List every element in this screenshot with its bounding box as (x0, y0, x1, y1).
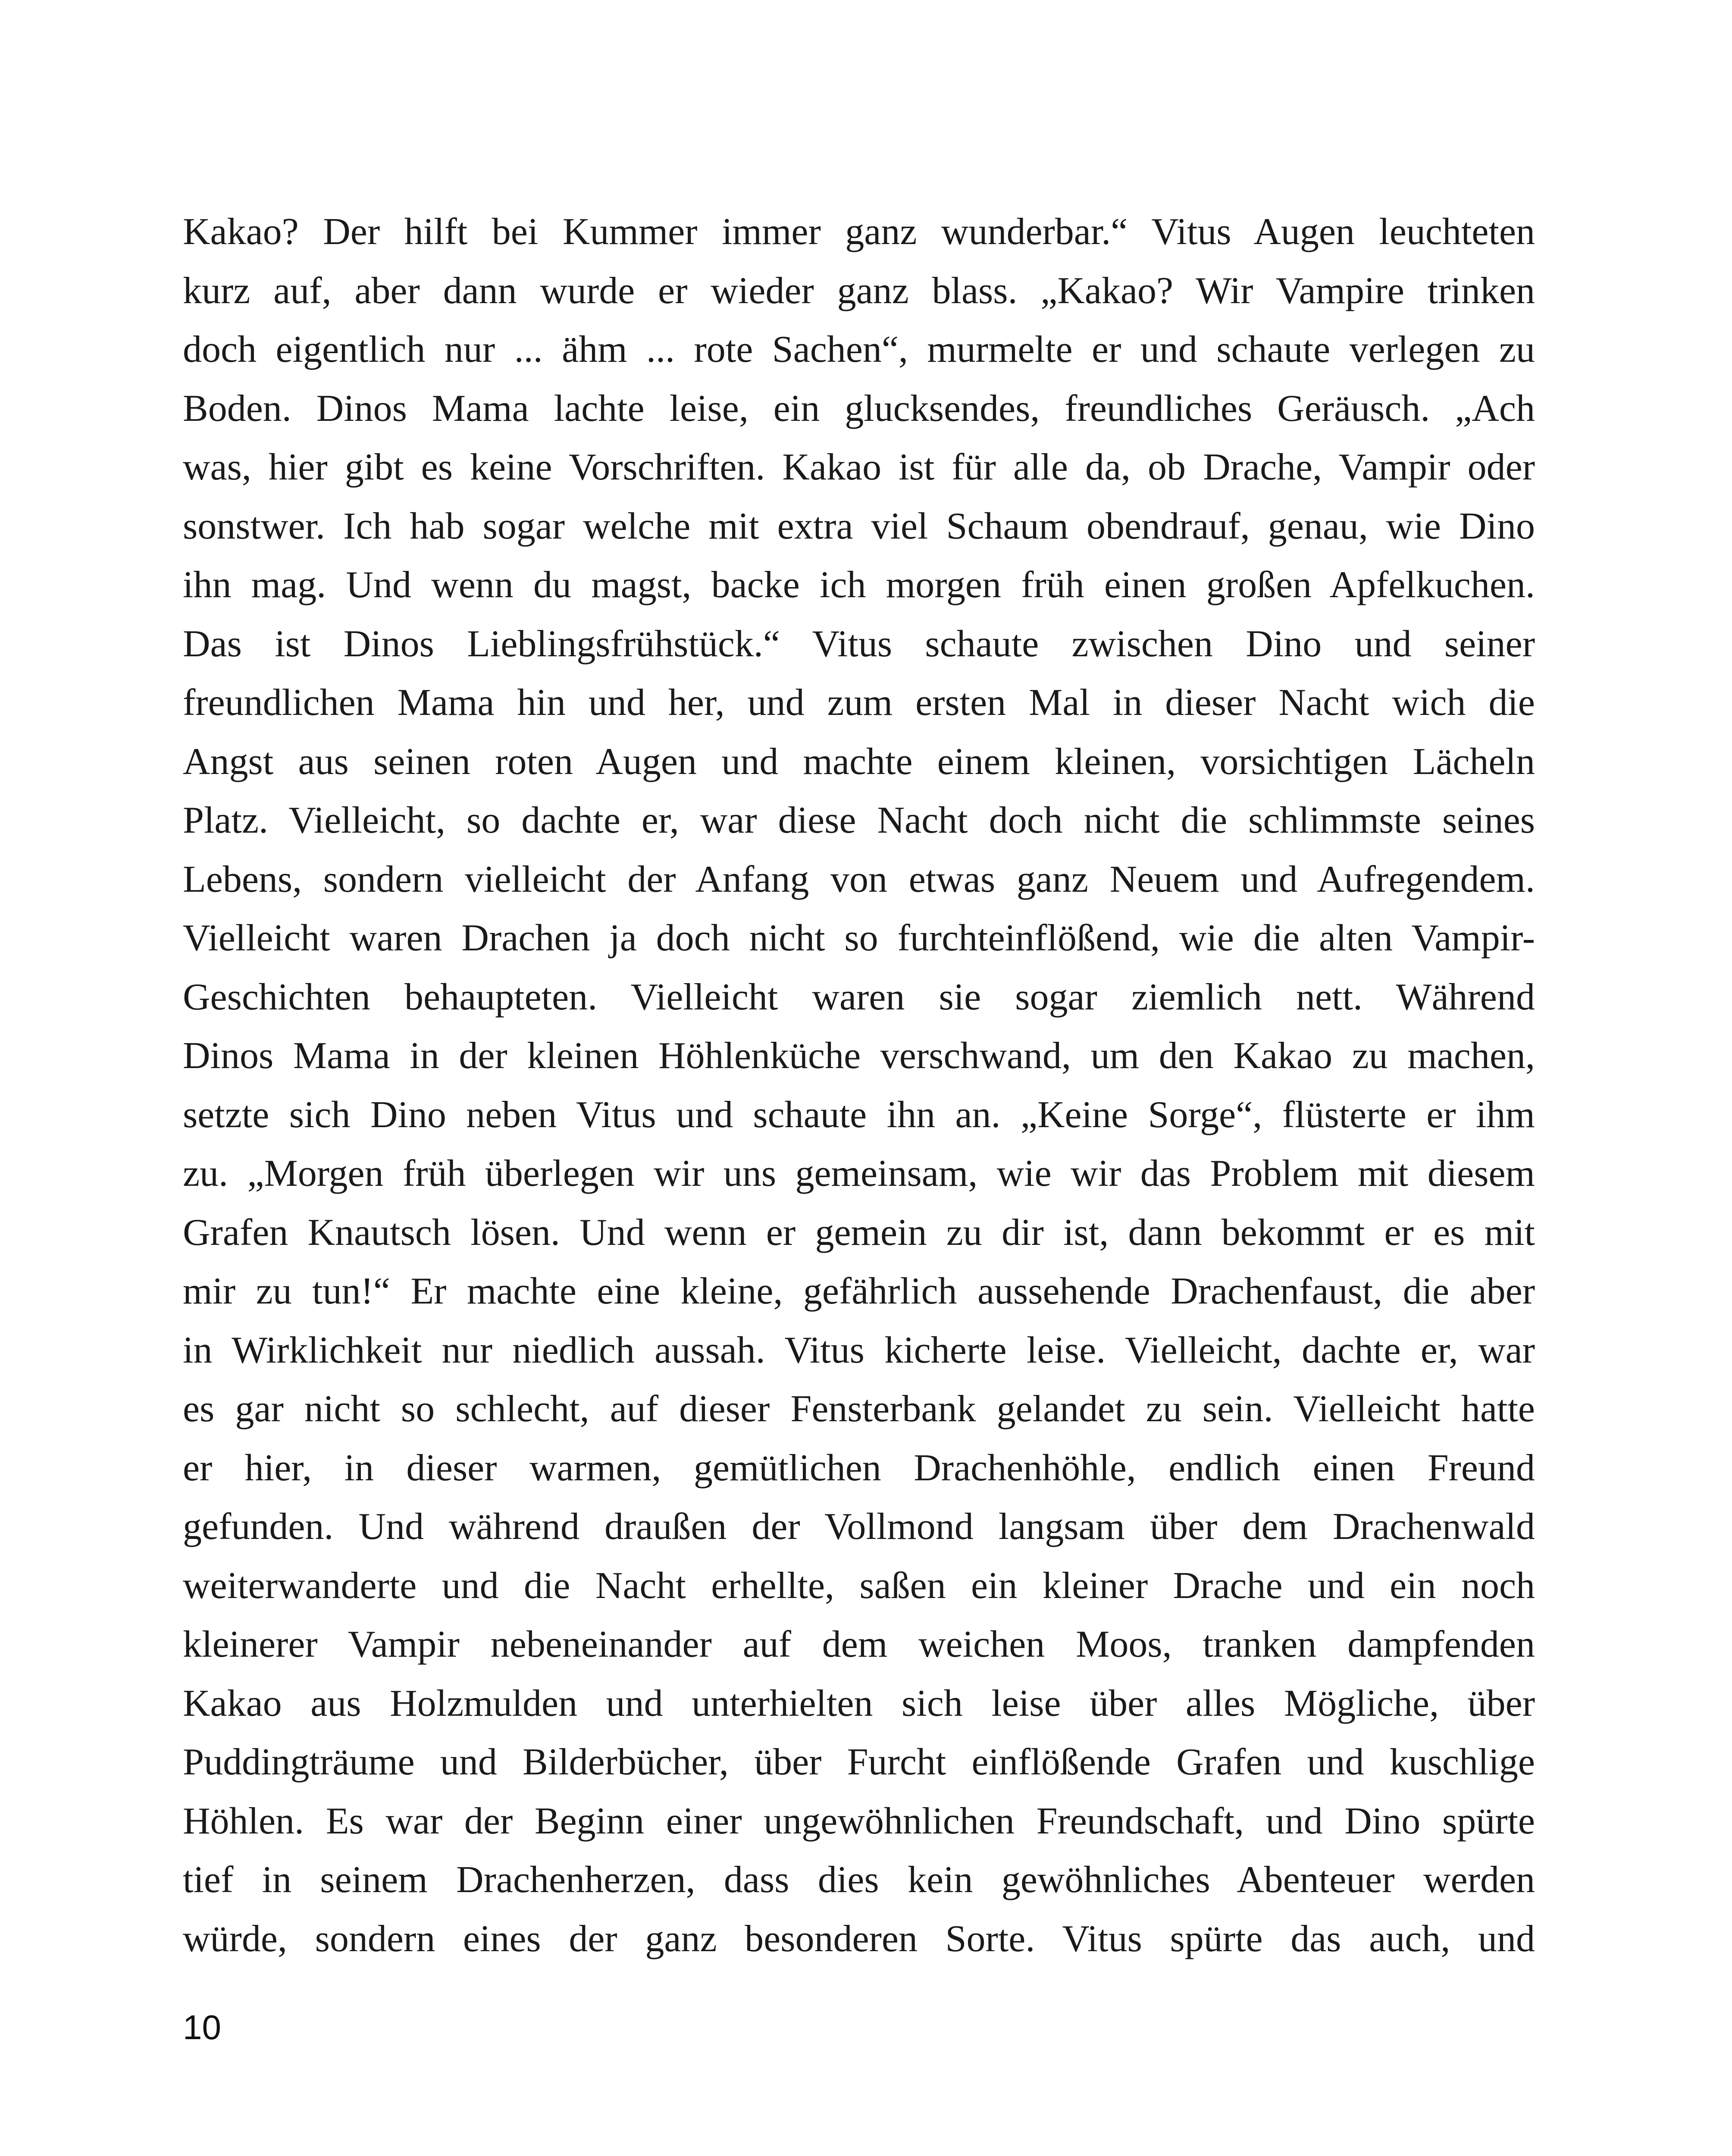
text-line: Geschichten behaupteten. Vielleicht waren sie sogar ziemlich nett. Während (183, 976, 1535, 1018)
text-line: zu. „Morgen früh überlegen wir uns gemeinsam, wie wir das Problem mit diesem (183, 1153, 1535, 1194)
text-line: Das ist Dinos Lieblingsfrühstück.“ Vitus schaute zwischen Dino und seiner (183, 623, 1535, 665)
text-line: würde, sondern eines der ganz besonderen Sorte. Vitus spürte das auch, und (183, 1918, 1535, 1960)
text-line: kleinerer Vampir nebeneinander auf dem weichen Moos, tranken dampfenden (183, 1623, 1535, 1665)
text-line: freundlichen Mama hin und her, und zum ersten Mal in dieser Nacht wich die (183, 682, 1535, 724)
text-line: er hier, in dieser warmen, gemütlichen Drachenhöhle, endlich einen Freund (183, 1447, 1535, 1489)
text-line: was, hier gibt es keine Vorschriften. Kakao ist für alle da, ob Drache, Vampir oder (183, 446, 1535, 488)
text-line: Platz. Vielleicht, so dachte er, war diese Nacht doch nicht die schlimmste seines (183, 799, 1535, 841)
text-line: kurz auf, aber dann wurde er wieder ganz blass. „Kakao? Wir Vampire trinken (183, 270, 1535, 312)
text-line: Kakao? Der hilft bei Kummer immer ganz wunderbar.“ Vitus Augen leuchteten (183, 211, 1535, 253)
text-line: Vielleicht waren Drachen ja doch nicht so furchteinflößend, wie die alten Vampir- (183, 917, 1535, 959)
text-line: weiterwanderte und die Nacht erhellte, saßen ein kleiner Drache und ein noch (183, 1564, 1535, 1607)
text-line: Höhlen. Es war der Beginn einer ungewöhnlichen Freundschaft, und Dino spürte (183, 1800, 1535, 1842)
text-line: Kakao aus Holzmulden und unterhielten sich leise über alles Mögliche, über (183, 1682, 1535, 1724)
text-line: in Wirklichkeit nur niedlich aussah. Vitus kicherte leise. Vielleicht, dachte er, war (183, 1329, 1535, 1371)
text-line: Dinos Mama in der kleinen Höhlenküche verschwand, um den Kakao zu machen, (183, 1035, 1535, 1077)
text-line: es gar nicht so schlecht, auf dieser Fensterbank gelandet zu sein. Vielleicht hatte (183, 1388, 1535, 1430)
text-line: doch eigentlich nur ... ähm ... rote Sachen“, murmelte er und schaute verlegen zu (183, 329, 1535, 370)
text-line: setzte sich Dino neben Vitus und schaute ihn an. „Keine Sorge“, flüsterte er ihm (183, 1094, 1535, 1136)
text-line: ihn mag. Und wenn du magst, backe ich morgen früh einen großen Apfelkuchen. (183, 564, 1535, 606)
text-line: Boden. Dinos Mama lachte leise, ein glucksendes, freundliches Geräusch. „Ach (183, 387, 1535, 429)
text-line: sonstwer. Ich hab sogar welche mit extra viel Schaum obendrauf, genau, wie Dino (183, 505, 1535, 547)
text-line: Puddingträume und Bilderbücher, über Furcht einflößende Grafen und kuschlige (183, 1741, 1535, 1783)
text-line: mir zu tun!“ Er machte eine kleine, gefährlich aussehende Drachenfaust, die aber (183, 1270, 1535, 1312)
text-line: Lebens, sondern vielleicht der Anfang von etwas ganz Neuem und Aufregendem. (183, 858, 1535, 900)
text-line: gefunden. Und während draußen der Vollmond langsam über dem Drachenwald (183, 1506, 1535, 1548)
text-line: tief in seinem Drachenherzen, dass dies kein gewöhnliches Abenteuer werden (183, 1859, 1535, 1901)
text-line: Grafen Knautsch lösen. Und wenn er gemein zu dir ist, dann bekommt er es mit (183, 1211, 1535, 1253)
body-text (183, 203, 1535, 1968)
page-number: 10 (183, 2008, 221, 2046)
text-line: Angst aus seinen roten Augen und machte einem kleinen, vorsichtigen Lächeln (183, 740, 1535, 783)
